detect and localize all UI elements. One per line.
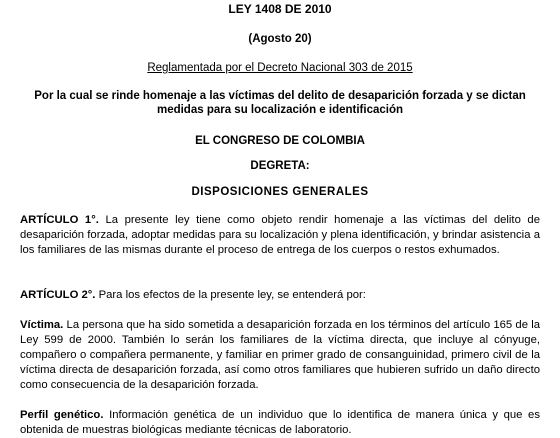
article-1-text: La presente ley tiene como objeto rendir homenaje a las víctimas del delito de desaparición forzada, adoptar medidas para su localización y plena identificación, y brindar asistencia a los familiares de las mismas durante el proceso de entrega de los cuerpos o restos exhumados. xyxy=(20,214,540,256)
definition-victim-term: Víctima. xyxy=(20,319,64,331)
article-2-text: Para los efectos de la presente ley, se entenderá por: xyxy=(95,289,366,301)
section-title: DISPOSICIONES GENERALES xyxy=(191,186,369,198)
decree-heading: DEGRETA: xyxy=(250,160,310,172)
definition-genetic-profile xyxy=(20,408,540,438)
article-1 xyxy=(20,213,540,258)
law-date: (Agosto 20) xyxy=(248,33,312,45)
definition-victim-text: La persona que ha sido sometida a desaparición forzada en los términos del artículo 165 de la Ley 599 de 2000. También lo serán los familiares de la víctima directa, que incluye al cónyuge, compañero o compañera permanente, y familiar en primer grado de consanguinidad, primero civil de la víctima directa de desaparición forzada, así como otros familiares que hubieren sufrido un daño directo como consecuencia de la desaparición forzada. xyxy=(20,319,540,391)
article-2-label: ARTÍCULO 2°. xyxy=(20,289,96,301)
law-title: LEY 1408 DE 2010 xyxy=(228,2,332,16)
article-1-label: ARTÍCULO 1°. xyxy=(20,214,99,226)
article-2 xyxy=(20,288,540,303)
definition-victim xyxy=(20,318,540,393)
definition-genetic-profile-text: Información genética de un individuo que lo identifica de manera única y que es obtenida de muestras biológicas mediante técnicas de laboratorio. xyxy=(20,409,540,436)
issuer: EL CONGRESO DE COLOMBIA xyxy=(195,135,365,147)
definition-genetic-profile-term: Perfil genético. xyxy=(20,409,104,421)
document-page xyxy=(20,0,540,436)
regulation-reference: Reglamentada por el Decreto Nacional 303 de 2015 xyxy=(147,62,413,74)
law-subject: Por la cual se rinde homenaje a las víctimas del delito de desaparición forzada y se dictan medidas para su localización e identificación xyxy=(34,90,526,116)
